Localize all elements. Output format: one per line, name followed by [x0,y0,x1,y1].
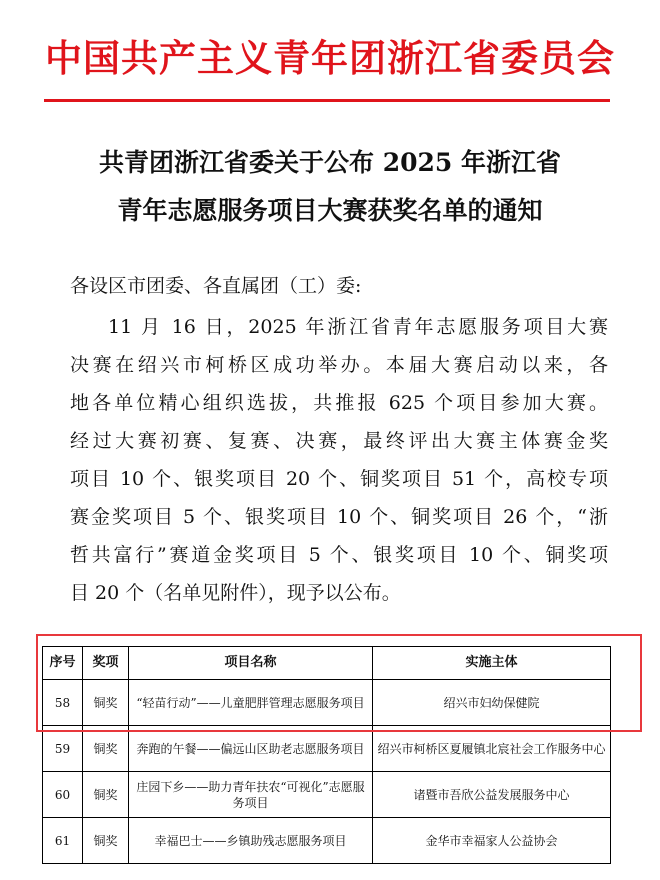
cell-award: 铜奖 [83,726,129,772]
cell-org: 金华市幸福家人公益协会 [373,818,611,864]
org-header-title: 中国共产主义青年团浙江省委员会 [45,37,615,80]
body-paragraph-line: 项目 10 个、银奖项目 20 个、铜奖项目 51 个，高校专项 [70,468,608,490]
body-paragraph-line: 地各单位精心组织选拔，共推报 625 个项目参加大赛。 [70,392,608,414]
cell-no: 60 [43,772,83,818]
body-paragraph-line: 目 20 个（名单见附件），现予以公布。 [70,582,401,604]
cell-award: 铜奖 [83,680,129,726]
table-row [43,818,611,864]
header-award: 奖项 [83,647,129,680]
cell-project: 庄园下乡——助力青年扶农“可视化”志愿服务项目 [129,772,373,818]
body-paragraph-line: 决赛在绍兴市柯桥区成功举办。本届大赛启动以来，各 [70,354,608,376]
header-no: 序号 [43,647,83,680]
salutation: 各设区市团委、各直属团（工）委: [70,275,362,297]
body-paragraph-line: 11 月 16 日，2025 年浙江省青年志愿服务项目大赛 [108,316,608,338]
header-project: 项目名称 [129,647,373,680]
cell-award: 铜奖 [83,818,129,864]
cell-org: 绍兴市妇幼保健院 [373,680,611,726]
awards-table [42,646,611,864]
cell-org: 绍兴市柯桥区夏履镇北宸社会工作服务中心 [373,726,611,772]
body-paragraph-line: 经过大赛初赛、复赛、决赛，最终评出大赛主体赛金奖 [70,430,608,452]
body-paragraph-line: 哲共富行”赛道金奖项目 5 个、银奖项目 10 个、铜奖项 [70,544,608,566]
cell-project: 奔跑的午餐——偏远山区助老志愿服务项目 [129,726,373,772]
cell-no: 58 [43,680,83,726]
table-header-row [43,647,611,680]
notice-title-line-1: 共青团浙江省委关于公布 2025 年浙江省 [99,148,561,177]
notice-title-line-2: 青年志愿服务项目大赛获奖名单的通知 [117,196,543,225]
header-org: 实施主体 [373,647,611,680]
header-red-rule [44,99,610,102]
cell-no: 61 [43,818,83,864]
cell-project: 幸福巴士——乡镇助残志愿服务项目 [129,818,373,864]
cell-no: 59 [43,726,83,772]
cell-award: 铜奖 [83,772,129,818]
body-paragraph-line: 赛金奖项目 5 个、银奖项目 10 个、铜奖项目 26 个，“浙 [70,506,608,528]
cell-org: 诸暨市吾欣公益发展服务中心 [373,772,611,818]
table-row [43,680,611,726]
table-row [43,772,611,818]
cell-project: “轻苗行动”——儿童肥胖管理志愿服务项目 [129,680,373,726]
table-row [43,726,611,772]
